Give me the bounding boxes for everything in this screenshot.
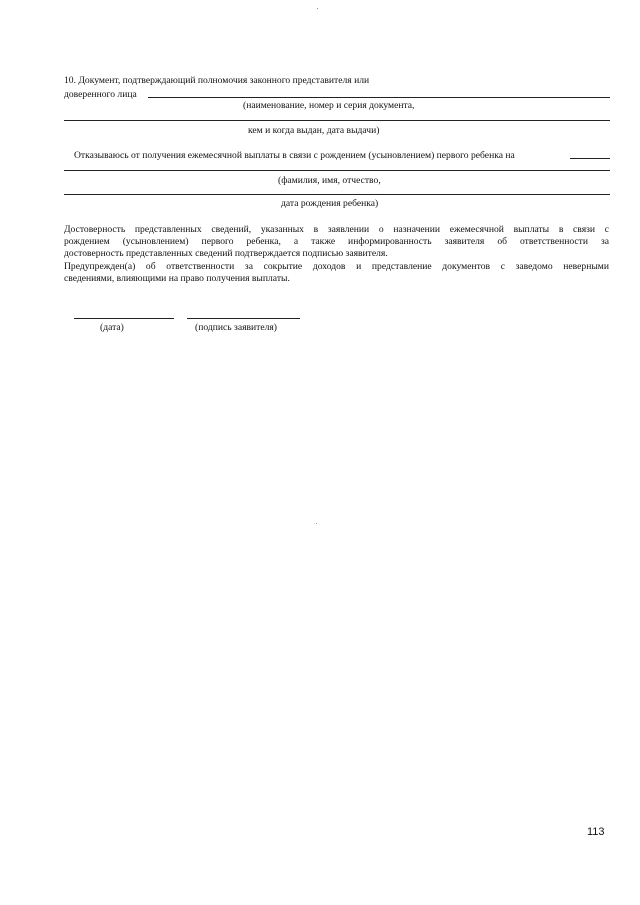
child-birthdate-field[interactable]	[64, 194, 610, 195]
date-field[interactable]	[74, 318, 174, 319]
document-caption-1: (наименование, номер и серия документа,	[243, 100, 415, 111]
document-issue-field[interactable]	[64, 120, 610, 121]
section-10-heading: 10. Документ, подтверждающий полномочия законного представителя или	[64, 75, 370, 86]
representative-document-field[interactable]	[148, 97, 610, 98]
refusal-text: Отказываюсь от получения ежемесячной выплаты в связи с рождением (усыновлением) первого ребенка на	[74, 150, 515, 161]
date-caption: (дата)	[100, 322, 124, 333]
signature-caption: (подпись заявителя)	[195, 322, 278, 333]
child-caption-2: дата рождения ребенка)	[281, 198, 379, 209]
scan-speck	[316, 523, 317, 524]
warning-line-2: сведениями, влияющими на право получения выплаты.	[64, 273, 290, 284]
signature-field[interactable]	[187, 318, 300, 319]
certification-line-2: рождением (усыновлением) первого ребенка, а также информированность заявителя об ответственности за	[64, 236, 609, 247]
page-number: 113	[587, 826, 605, 838]
refusal-child-number-field[interactable]	[570, 158, 610, 159]
document-caption-2: кем и когда выдан, дата выдачи)	[248, 125, 380, 136]
child-name-field[interactable]	[64, 170, 610, 171]
certification-line-1: Достоверность представленных сведений, указанных в заявлении о назначении ежемесячной выплаты в связи с	[64, 224, 609, 235]
child-caption-1: (фамилия, имя, отчество,	[278, 175, 381, 186]
representative-label: доверенного лица	[64, 89, 137, 100]
certification-line-3: достоверность представленных сведений подтверждается подписью заявителя.	[64, 248, 388, 259]
scan-speck	[317, 8, 318, 9]
warning-line-1: Предупрежден(а) об ответственности за сокрытие доходов и представление документов с заведомо неверными	[64, 261, 609, 272]
